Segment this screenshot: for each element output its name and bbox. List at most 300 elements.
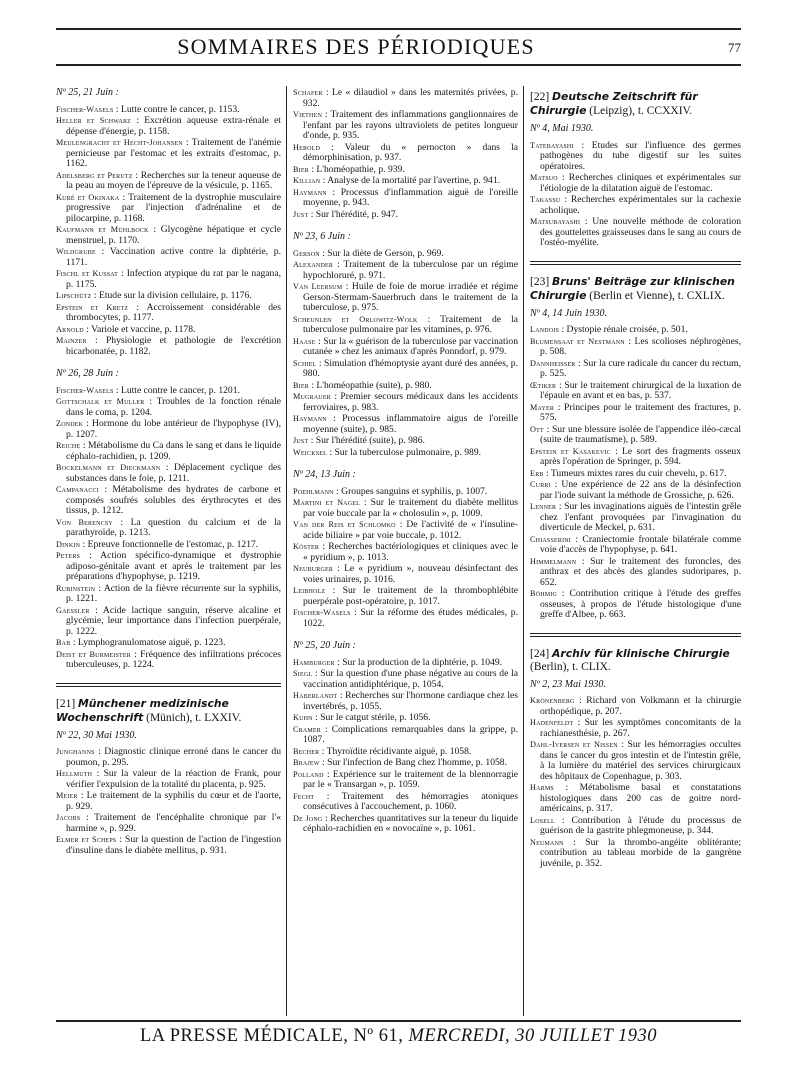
abstract-entry xyxy=(56,325,281,336)
entry-title: : Complications remarquables dans la grippe, p. 1087. xyxy=(303,723,518,745)
entry-title: : Traitement de la dystrophie musculaire progressive par l'injection d'adrénaline et de pilocarpine, p. 1168. xyxy=(66,191,281,224)
entry-title: : Physiologie et pathologie de l'excrétion bicarbonatée, p. 1182. xyxy=(66,335,281,357)
entry-title: : Sur la « guérison de la tuberculose par vaccination cutanée » chez les animaux d'après Ponndorf, p. 979. xyxy=(303,335,518,357)
entry-title: : Lymphogranulomatose aiguë, p. 1223. xyxy=(72,637,226,648)
entry-list xyxy=(293,249,518,459)
abstract-entry xyxy=(56,138,281,170)
entry-list xyxy=(293,658,518,835)
entry-author: Schiel xyxy=(293,358,317,368)
entry-title: : Processus d'inflammation aiguë de l'oreille moyenne, p. 943. xyxy=(303,186,518,208)
entry-author: Fischer-Wasels xyxy=(293,608,351,617)
entry-title: : Contribution à l'étude du processus de guérison de la gastrite phlegmoneuse, p. 344. xyxy=(540,814,741,836)
entry-author: Brajew xyxy=(293,758,320,767)
entry-author: Mugrauer xyxy=(293,392,331,401)
abstract-entry xyxy=(56,791,281,812)
abstract-entry xyxy=(530,195,741,216)
entry-author: Fischer-Wasels xyxy=(56,385,114,395)
entry-author: Harms xyxy=(530,783,554,792)
entry-author: Leibholz xyxy=(293,586,326,595)
entry-title: : Le traitement de la syphilis du cœur et de l'aorte, p. 929. xyxy=(66,790,281,812)
entry-author: Ott xyxy=(530,424,544,434)
entry-author: Van Leersum xyxy=(293,282,343,291)
abstract-entry xyxy=(530,469,741,480)
abstract-entry xyxy=(56,397,281,418)
entry-title: : Recherches sur l'hormone cardiaque chez les invertébrés, p. 1055. xyxy=(303,690,518,712)
entry-title: : Une expérience de 22 ans de la désinfection par l'iode suivant la méthode de Grossiche, p. 626. xyxy=(540,479,741,501)
entry-author: Hellmuth xyxy=(56,769,93,778)
entry-author: Herold xyxy=(293,142,321,152)
journal-heading xyxy=(56,697,281,725)
entry-author: Haberlandt xyxy=(293,691,338,700)
abstract-entry xyxy=(530,480,741,501)
entry-title: : Sur la thrombo-angéite oblitérante; contribution au tableau morbide de la gangrène juvénile, p. 352. xyxy=(540,836,741,869)
abstract-entry xyxy=(530,816,741,837)
entry-title: : Traitement de la tuberculose pulmonaire par les vitamines, p. 976. xyxy=(303,313,518,335)
column-right xyxy=(530,88,741,870)
entry-title: : Richard von Volkmann et la chirurgie orthopédique, p. 207. xyxy=(540,695,741,717)
entry-author: Krönenberg xyxy=(530,696,575,705)
entry-author: Dinkin xyxy=(56,539,81,549)
entry-author: Heller et Schwarz xyxy=(56,116,132,125)
entry-title: : Acide lactique sanguin, réserve alcaline et glycémie, leur importance dans l'infection puerpérale, p. 1222. xyxy=(66,604,281,637)
entry-author: Lipschütz xyxy=(56,291,92,300)
abstract-entry xyxy=(530,425,741,446)
issue-heading: Nº 25, 20 Juin : xyxy=(293,640,356,651)
journal-number: [24] xyxy=(530,647,550,660)
entry-author: Takassu xyxy=(530,195,561,204)
entry-title: : L'homéopathie (suite), p. 980. xyxy=(311,379,432,391)
entry-title: : Sur le traitement chirurgical de la luxation de l'épaule en avant et en bas, p. 537. xyxy=(540,379,741,401)
entry-author: Adelsberg et Perutz xyxy=(56,170,133,180)
entry-author: Matsubayashi xyxy=(530,217,581,226)
entry-author: Poehlmann xyxy=(293,486,334,496)
abstract-entry xyxy=(56,247,281,268)
journal-name: Münchener medizinische Wochenschrift xyxy=(56,696,229,724)
issue-heading: Nº 26, 28 Juin : xyxy=(56,368,119,379)
entry-title: : Valeur du « pernocton » dans la démorphinisation, p. 937. xyxy=(303,141,518,163)
entry-list xyxy=(530,325,741,621)
entry-author: Blumensaat et Nestmann xyxy=(530,336,625,346)
abstract-entry xyxy=(293,669,518,690)
abstract-entry xyxy=(293,210,518,221)
entry-author: Von Berencsy xyxy=(56,517,113,527)
abstract-entry xyxy=(56,303,281,324)
abstract-entry xyxy=(56,813,281,834)
header-rule-top xyxy=(56,28,741,30)
journal-details: (Münich), t. LXXIV. xyxy=(146,711,242,724)
abstract-entry xyxy=(56,269,281,290)
section-divider xyxy=(530,633,741,637)
entry-author: Haase xyxy=(293,336,316,346)
entry-author: Chiasserini xyxy=(530,534,571,544)
entry-title: : Contribution critique à l'étude des greffes osseuses, à propos de l'étude histologique d'une greffe d'Albee, p. 663. xyxy=(540,588,741,620)
abstract-entry xyxy=(530,783,741,815)
entry-author: Bier xyxy=(293,380,309,390)
abstract-entry xyxy=(56,336,281,357)
journal-heading xyxy=(530,90,741,118)
abstract-entry xyxy=(293,498,518,519)
entry-author: Reiche xyxy=(56,441,81,450)
entry-list xyxy=(56,386,281,671)
abstract-entry xyxy=(530,740,741,782)
entry-author: Mayer xyxy=(530,402,555,412)
page-footer xyxy=(56,1026,741,1047)
entry-author: Arnold xyxy=(56,324,84,334)
journal-details: (Berlin et Vienne), t. CXLIX. xyxy=(589,289,725,302)
abstract-entry xyxy=(56,386,281,397)
column-separator xyxy=(286,86,287,1016)
entry-title: : Le « pyridium », nouveau désinfectant des voies urinaires, p. 1016. xyxy=(303,563,518,585)
entry-title: : Traitement des inflammations ganglionnaires de l'enfant par les rayons ultraviolets de petites longueur d'onde, p. 935. xyxy=(303,109,518,141)
entry-title: : Vaccination active contre la diphtérie, p. 1171. xyxy=(66,246,281,268)
column-separator xyxy=(523,86,524,1016)
entry-author: Gaessler xyxy=(56,605,90,615)
entry-title: : Glycogène hépatique et cycle menstruel, p. 1170. xyxy=(66,224,281,246)
entry-author: Martini et Nagel xyxy=(293,498,360,507)
abstract-entry xyxy=(56,584,281,605)
abstract-entry xyxy=(293,725,518,746)
abstract-entry xyxy=(56,518,281,539)
entry-author: Himmelmann xyxy=(530,556,577,566)
abstract-entry xyxy=(56,105,281,116)
entry-title: : Recherches quantitatives sur la teneur du liquide céphalo-rachidien en « novocaïne », p. 1061. xyxy=(303,812,518,834)
abstract-entry xyxy=(293,747,518,758)
entry-author: Campanacci xyxy=(56,485,99,494)
issue-heading: Nº 23, 6 Juin : xyxy=(293,231,351,242)
entry-title: : Sur la question d'une phase négative au cours de la vaccination antidiphtérique, p. 1054. xyxy=(303,668,518,690)
entry-title: : Sur la réforme des études médicales, p. 1022. xyxy=(303,607,518,629)
entry-author: Viethen xyxy=(293,110,322,119)
entry-title: : Groupes sanguins et syphilis, p. 1007. xyxy=(336,485,488,497)
abstract-entry xyxy=(56,769,281,790)
abstract-entry xyxy=(293,608,518,629)
entry-author: Cramer xyxy=(293,724,321,734)
entry-author: Rubinstein xyxy=(56,583,96,593)
page-number: 77 xyxy=(728,40,741,55)
journal-name: Deutsche Zeitschrift für Chirurgie xyxy=(530,90,698,117)
entry-author: Becher xyxy=(293,746,320,756)
entry-title: : Thyroïdite récidivante aiguë, p. 1058. xyxy=(321,745,472,757)
entry-title: : Traitement des hémorragies atoniques consécutives à l'accouchement, p. 1060. xyxy=(303,790,518,812)
section-divider xyxy=(530,261,741,265)
abstract-entry xyxy=(530,337,741,358)
abstract-entry xyxy=(56,441,281,462)
entry-author: Erb xyxy=(530,468,544,478)
abstract-entry xyxy=(530,447,741,468)
entry-title: : Processus inflammatoire aigus de l'oreille moyenne (suite), p. 985. xyxy=(303,413,518,435)
abstract-entry xyxy=(293,542,518,563)
entry-title: : Les scolioses néphrogènes, p. 508. xyxy=(540,335,741,357)
entry-title: : Sur les invaginations aiguës de l'intestin grêle chez l'enfant provoquées par l'invagination du diverticule de Meckel, p. 631. xyxy=(540,501,741,533)
entry-author: Tatebayashi xyxy=(530,140,574,150)
entry-title: : Traitement de la tuberculose par un régime hypochloruré, p. 971. xyxy=(303,259,518,281)
entry-title: : Lutte contre le cancer, p. 1201. xyxy=(115,384,240,396)
entry-author: Kuré et Okinaka xyxy=(56,192,120,202)
entry-author: Wildgrube xyxy=(56,247,96,256)
entry-author: Bab xyxy=(56,638,71,647)
abstract-entry xyxy=(530,838,741,870)
entry-title: : Sur l'hérédité (suite), p. 986. xyxy=(310,435,425,446)
entry-title: : Sur une blessure isolée de l'appendice iléo-cæcal (suite de traumatisme), p. 589. xyxy=(540,423,741,445)
abstract-entry xyxy=(293,436,518,447)
entry-author: Matsuo xyxy=(530,173,558,182)
entry-author: Lenner xyxy=(530,502,557,511)
abstract-entry xyxy=(293,520,518,541)
entry-author: Jacobs xyxy=(56,813,81,822)
footer-date: MERCREDI, 30 JUILLET 1930 xyxy=(408,1026,658,1046)
entry-title: : Recherches bactériologiques et cliniques avec le « pyridium », p. 1013. xyxy=(303,541,518,563)
page-title: SOMMAIRES DES PÉRIODIQUES xyxy=(177,34,535,59)
entry-title: : Expérience sur le traitement de la blennorragie par le « Transargan », p. 1059. xyxy=(303,768,518,790)
entry-title: : Premier secours médicaux dans les accidents ferroviaires, p. 983. xyxy=(303,391,518,413)
abstract-entry xyxy=(293,814,518,835)
abstract-entry xyxy=(293,110,518,142)
entry-author: Neuburger xyxy=(293,564,334,573)
entry-title: : Sur le catgut stérile, p. 1056. xyxy=(315,712,431,723)
abstract-entry xyxy=(56,171,281,192)
column-middle xyxy=(293,88,518,836)
entry-author: Scheunlen et Orlowitz-Wolk xyxy=(293,314,418,324)
entry-author: De Jong xyxy=(293,813,323,823)
entry-title: : Principes pour le traitement des fractures, p. 575. xyxy=(540,401,741,423)
entry-title: : Simulation d'hémoptysie ayant duré des années, p. 980. xyxy=(303,357,518,379)
entry-author: Neumann xyxy=(530,837,564,847)
entry-title: : Sur la tuberculose pulmonaire, p. 989. xyxy=(329,446,482,458)
entry-title: : Le sort des fragments osseux après l'opération de Springer, p. 594. xyxy=(540,445,741,467)
issue-heading: Nº 22, 30 Mai 1930. xyxy=(56,729,137,741)
entry-list xyxy=(293,487,518,630)
entry-author: Alexander xyxy=(293,260,334,269)
entry-title: : Fréquence des infiltrations précoces tuberculeuses, p. 1224. xyxy=(66,648,281,670)
entry-title: : De l'activité de « l'insuline-acide biliaire » par voie buccale, p. 1012. xyxy=(303,519,519,541)
entry-author: Dannheisser xyxy=(530,358,576,368)
entry-author: Haymann xyxy=(293,414,327,423)
abstract-entry xyxy=(293,165,518,176)
issue-heading: Nº 24, 13 Juin : xyxy=(293,469,356,480)
journal-heading xyxy=(530,647,741,674)
abstract-entry xyxy=(293,792,518,813)
entry-title: : Diagnostic clinique erroné dans le cancer du poumon, p. 295. xyxy=(66,746,281,768)
abstract-entry xyxy=(293,770,518,791)
abstract-entry xyxy=(530,589,741,621)
entry-title: : Troubles de la fonction rénale dans le coma, p. 1204. xyxy=(66,396,281,418)
issue-heading: Nº 4, Mai 1930. xyxy=(530,123,594,134)
entry-title: : Sur le traitement du diabète mellitus par voie buccale par la « cholosulin », p. 1009. xyxy=(303,497,518,519)
entry-title: : Dystopie rénale croisée, p. 501. xyxy=(561,324,688,335)
abstract-entry xyxy=(293,658,518,669)
journal-number: [21] xyxy=(56,697,76,710)
journal-number: [23] xyxy=(530,275,550,288)
abstract-entry xyxy=(56,650,281,671)
abstract-entry xyxy=(293,758,518,769)
entry-author: Fischer-Wasels xyxy=(56,104,114,114)
entry-title: : Action de la fièvre récurrente sur la syphilis, p. 1221. xyxy=(66,582,281,604)
entry-title: : Métabolisme basal et constatations histologiques dans 200 cas de goitre nord-américains, p. 317. xyxy=(540,782,742,814)
abstract-entry xyxy=(530,359,741,380)
entry-title: : Sur la production de la diphtérie, p. 1049. xyxy=(337,656,503,668)
abstract-entry xyxy=(293,260,518,281)
header-rule-bottom xyxy=(56,64,741,66)
footer-rule xyxy=(56,1020,741,1022)
abstract-entry xyxy=(293,249,518,260)
entry-author: Losell xyxy=(530,815,555,825)
entry-title: : Accroissement considérable des thrombocytes, p. 1177. xyxy=(66,301,282,323)
entry-author: Landois xyxy=(530,325,560,334)
entry-author: Gerson xyxy=(293,248,320,258)
abstract-entry xyxy=(530,403,741,424)
entry-title: : Recherches expérimentales sur la cachexie acholique. xyxy=(540,194,741,216)
entry-author: Elmer et Scheps xyxy=(56,835,117,844)
entry-title: : Hormone du lobe antérieur de l'hypophyse (IV), p. 1207. xyxy=(66,418,281,440)
entry-title: : Huile de foie de morue irradiée et régime Gerson-Stermam-Sauerbruch dans le traitement de la tuberculose, p. 975. xyxy=(303,281,518,313)
abstract-entry xyxy=(56,747,281,768)
abstract-entry xyxy=(56,835,281,856)
entry-author: Böhmig xyxy=(530,589,557,598)
entry-author: Kuhn xyxy=(293,713,313,722)
abstract-entry xyxy=(293,188,518,209)
entry-author: Fecht xyxy=(293,791,315,801)
abstract-entry xyxy=(293,487,518,498)
abstract-entry xyxy=(56,540,281,551)
abstract-entry xyxy=(293,691,518,712)
entry-title: : Traitement de l'encéphalite chronique par l'« harmine », p. 929. xyxy=(66,812,281,834)
abstract-entry xyxy=(293,564,518,585)
journal-heading xyxy=(530,275,741,303)
journal-details: (Berlin), t. CLIX. xyxy=(530,660,611,673)
entry-title: : Recherches sur la teneur aqueuse de la peau au moyen de l'épreuve de la vésicule, p. 1165. xyxy=(66,169,281,191)
entry-title: : Sur les hémorragies occultes dans le cancer du gros intestin et de l'intestin grêle, à la lumière du matériel des services chirurgicaux des hôpitaux de Copenhague, p. 303. xyxy=(540,739,742,782)
entry-title: : Tumeurs mixtes rares du cuir chevelu, p. 617. xyxy=(546,467,727,479)
entry-title: : Craniectomie frontale bilatérale comme voie d'accès de l'hypophyse, p. 641. xyxy=(540,533,741,555)
entry-author: Deist et Burmeister xyxy=(56,649,131,659)
entry-author: Epstein et Kasakevic xyxy=(530,446,611,456)
entry-title: : Infection atypique du rat par le nagana, p. 1175. xyxy=(66,268,281,290)
journal-name: Archiv für klinische Chirurgie xyxy=(552,646,730,660)
entry-title: : Sur la question de l'action de l'ingestion d'insuline dans le diabète mellitus, p. 931. xyxy=(66,834,281,856)
entry-list xyxy=(530,141,741,249)
entry-title: : Sur la diète de Gerson, p. 969. xyxy=(322,247,444,259)
entry-author: Kaufmann et Mühlbock xyxy=(56,225,149,234)
abstract-entry xyxy=(293,176,518,187)
entry-list xyxy=(56,105,281,358)
entry-title: : Action spécifico-dynamique et dystrophie adiposo-génitale avant et après le traitement par les préparations d'hypophyse, p. 1219. xyxy=(66,550,282,582)
abstract-entry xyxy=(293,381,518,392)
entry-author: Peters xyxy=(56,551,81,560)
abstract-entry xyxy=(56,485,281,517)
entry-title: : Epreuve fonctionnelle de l'estomac, p. 1217. xyxy=(82,538,259,550)
entry-author: Van der Reis et Schlomko xyxy=(293,520,396,529)
section-divider xyxy=(56,683,281,687)
entry-title: : Etudes sur l'influence des germes pathogènes du tube digestif sur les suites opératoires. xyxy=(540,139,741,172)
abstract-entry xyxy=(530,696,741,717)
entry-author: Polland xyxy=(293,769,324,779)
entry-author: Dahl-Iversen et Nissen xyxy=(530,740,618,749)
abstract-entry xyxy=(293,392,518,413)
abstract-entry xyxy=(56,606,281,638)
entry-author: Haymann xyxy=(293,187,327,197)
entry-author: Mainzer xyxy=(56,336,87,345)
abstract-entry xyxy=(293,282,518,314)
entry-author: Hadenfeldt xyxy=(530,718,574,727)
entry-title: : Sur l'hérédité, p. 947. xyxy=(310,208,398,220)
entry-author: Meier xyxy=(56,791,78,800)
entry-list xyxy=(530,696,741,869)
abstract-entry xyxy=(293,337,518,358)
abstract-entry xyxy=(56,638,281,649)
footer-number: Nº 61, xyxy=(353,1026,404,1046)
issue-heading: Nº 4, 14 Juin 1930. xyxy=(530,307,607,319)
abstract-entry xyxy=(530,217,741,249)
entry-author: Bier xyxy=(293,164,309,174)
abstract-entry xyxy=(56,291,281,302)
entry-author: Meulengracht et Hecht-Johansen xyxy=(56,138,183,147)
entry-author: Hamburger xyxy=(293,657,335,667)
abstract-entry xyxy=(530,381,741,402)
journal-name: Bruns' Beiträge zur klinischen Chirurgie xyxy=(530,274,735,302)
abstract-entry xyxy=(530,535,741,556)
entry-title: : Métabolisme du Ca dans le sang et dans le liquide céphalo-rachidien, p. 1209. xyxy=(66,440,281,462)
entry-title: : Sur l'infection de Bang chez l'homme, p. 1058. xyxy=(322,757,507,768)
issue-heading: Nº 2, 23 Mai 1930. xyxy=(530,678,606,690)
entry-title: : L'homéopathie, p. 939. xyxy=(311,163,405,175)
abstract-entry xyxy=(293,713,518,724)
abstract-entry xyxy=(530,173,741,194)
entry-title: : Sur les symptômes concomitants de la rachianesthésie, p. 267. xyxy=(540,717,741,739)
abstract-entry xyxy=(56,116,281,137)
abstract-entry xyxy=(293,88,518,109)
entry-title: : Variole et vaccine, p. 1178. xyxy=(86,323,196,335)
abstract-entry xyxy=(293,414,518,435)
entry-author: Curri xyxy=(530,480,551,489)
entry-title: : Analyse de la mortalité par l'avertine, p. 941. xyxy=(322,175,501,186)
abstract-entry xyxy=(293,143,518,164)
entry-title: : Sur la valeur de la réaction de Frank, pour vérifier l'expulsion de la totalité du placenta, p. 925. xyxy=(66,768,281,790)
entry-title: : Etude sur la division cellulaire, p. 1176. xyxy=(93,290,252,301)
entry-author: Killian xyxy=(293,176,321,185)
abstract-entry xyxy=(293,359,518,380)
entry-title: : Traitement de l'anémie pernicieuse par l'estomac et les extraits d'estomac, p. 1162. xyxy=(66,137,281,169)
abstract-entry xyxy=(530,325,741,336)
entry-list xyxy=(56,747,281,856)
abstract-entry xyxy=(56,193,281,225)
abstract-entry xyxy=(530,502,741,534)
entry-author: Just xyxy=(293,209,309,219)
entry-title: : Métabolisme des hydrates de carbone et composés soufrés solubles des érythrocytes et des tissus, p. 1212. xyxy=(66,484,281,516)
issue-heading: Nº 25, 21 Juin : xyxy=(56,87,119,98)
entry-author: Weicksel xyxy=(293,447,327,457)
entry-title: : Lutte contre le cancer, p. 1153. xyxy=(115,103,240,115)
entry-title: : La question du calcium et de la parathyroïde, p. 1213. xyxy=(66,516,281,538)
entry-author: Fischl et Kussat xyxy=(56,269,119,278)
abstract-entry xyxy=(530,141,741,173)
entry-title: : Une nouvelle méthode de coloration des gouttelettes graisseuses dans le sang au cours de l'ostéo-myélite. xyxy=(540,216,741,248)
entry-author: Epstein et Kretz xyxy=(56,302,129,312)
footer-journal: LA PRESSE MÉDICALE, xyxy=(139,1026,349,1046)
abstract-entry xyxy=(530,557,741,589)
abstract-entry xyxy=(293,586,518,607)
entry-title: : Sur le traitement de la thrombophlébite puerpérale post-opératoire, p. 1017. xyxy=(303,585,519,607)
entry-author: Siegl xyxy=(293,669,313,678)
abstract-entry xyxy=(56,551,281,583)
abstract-entry xyxy=(530,718,741,739)
abstract-entry xyxy=(293,448,518,459)
entry-author: Zondek xyxy=(56,419,84,428)
entry-author: Just xyxy=(293,436,309,445)
entry-list xyxy=(293,88,518,220)
entry-author: Gottschalk et Muller xyxy=(56,397,145,406)
entry-title: : Sur le traitement des furoncles, des anthrax et des abcès des glandes sudoripares, p. 652. xyxy=(540,555,741,588)
entry-title: : Sur la cure radicale du cancer du rectum, p. 525. xyxy=(540,357,742,379)
